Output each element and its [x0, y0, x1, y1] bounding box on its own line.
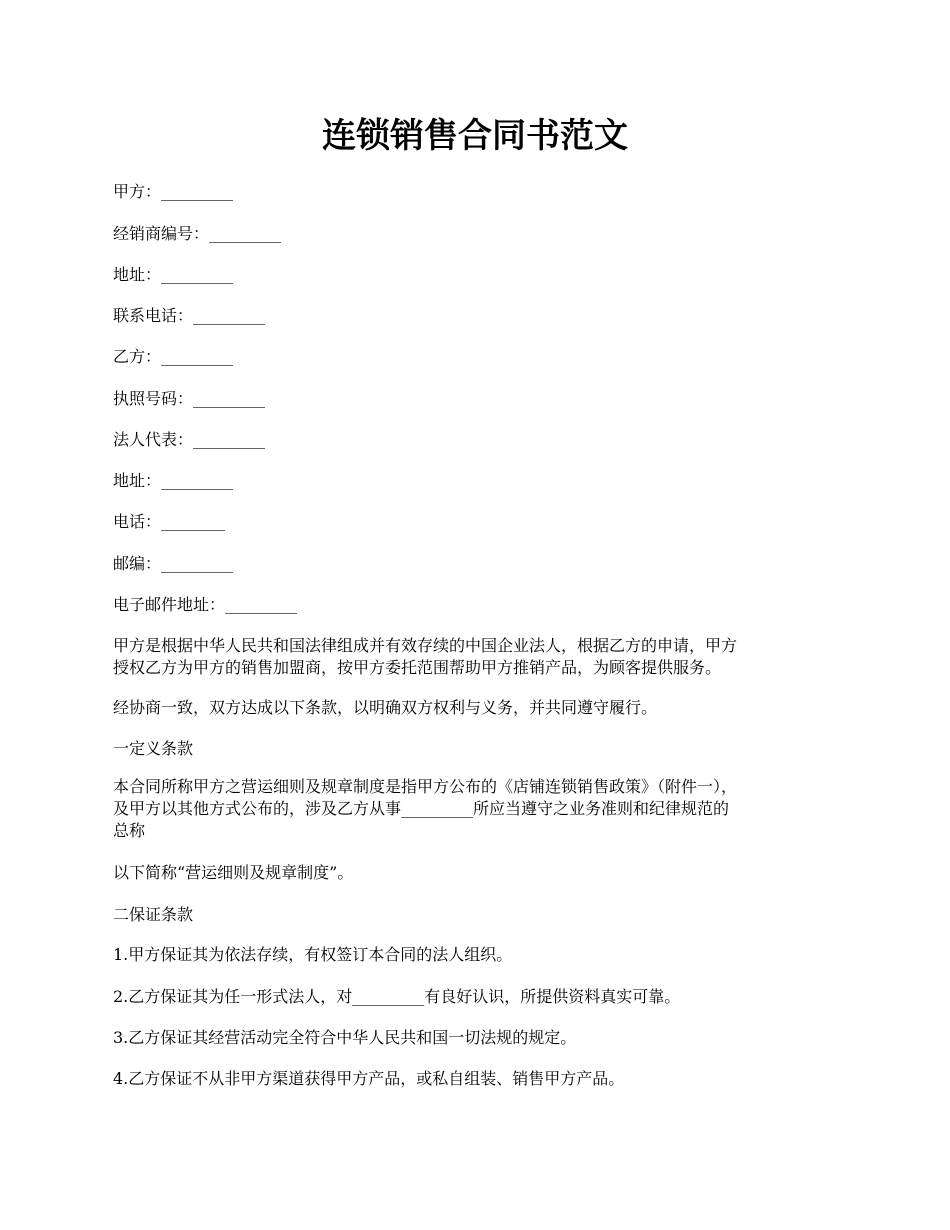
- field-address-a: 地址：_________: [113, 265, 234, 284]
- field-license-number: 执照号码：_________: [113, 389, 266, 408]
- guarantee-item-2: 2.乙方保证其为任一形式法人，对_________有良好认识，所提供资料真实可靠。: [113, 987, 681, 1006]
- field-contact-phone: 联系电话：_________: [113, 306, 266, 325]
- field-party-b: 乙方：_________: [113, 347, 234, 366]
- guarantee-item-1: 1.甲方保证其为依法存续，有权签订本合同的法人组织。: [113, 945, 513, 964]
- field-email: 电子邮件地址：_________: [113, 595, 298, 614]
- definitions-line: 及甲方以其他方式公布的，涉及乙方从事_________所应当遵守之业务准则和纪律规范的: [113, 799, 730, 818]
- field-phone: 电话：________: [113, 512, 226, 531]
- definitions-line: 本合同所称甲方之营运细则及规章制度是指甲方公布的《店铺连锁销售政策》（附件一），: [113, 777, 738, 796]
- definitions-paragraph: [113, 776, 848, 842]
- intro-paragraph: [113, 635, 848, 679]
- agreement-paragraph: 经协商一致，双方达成以下条款，以明确双方权利与义务，并共同遵守履行。: [113, 698, 658, 717]
- definitions-line: 总称: [113, 821, 146, 840]
- field-legal-representative: 法人代表：_________: [113, 430, 266, 449]
- intro-line: 甲方是根据中华人民共和国法律组成并有效存续的中国企业法人，根据乙方的申请，甲方: [113, 636, 738, 655]
- section-heading-guarantees: 二保证条款: [113, 905, 194, 924]
- intro-line: 授权乙方为甲方的销售加盟商，按甲方委托范围帮助甲方推销产品，为顾客提供服务。: [113, 658, 722, 677]
- guarantee-item-4: 4.乙方保证不从非甲方渠道获得甲方产品，或私自组装、销售甲方产品。: [113, 1069, 625, 1088]
- field-dealer-number: 经销商编号：_________: [113, 224, 282, 243]
- field-address-b: 地址：_________: [113, 471, 234, 490]
- field-postcode: 邮编：_________: [113, 554, 234, 573]
- guarantee-item-3: 3.乙方保证其经营活动完全符合中华人民共和国一切法规的规定。: [113, 1028, 577, 1047]
- document-title: 连锁销售合同书范文: [322, 116, 628, 156]
- definitions-note: 以下简称“营运细则及规章制度”。: [113, 863, 354, 882]
- field-party-a: 甲方：_________: [113, 182, 234, 201]
- section-heading-definitions: 一定义条款: [113, 739, 194, 758]
